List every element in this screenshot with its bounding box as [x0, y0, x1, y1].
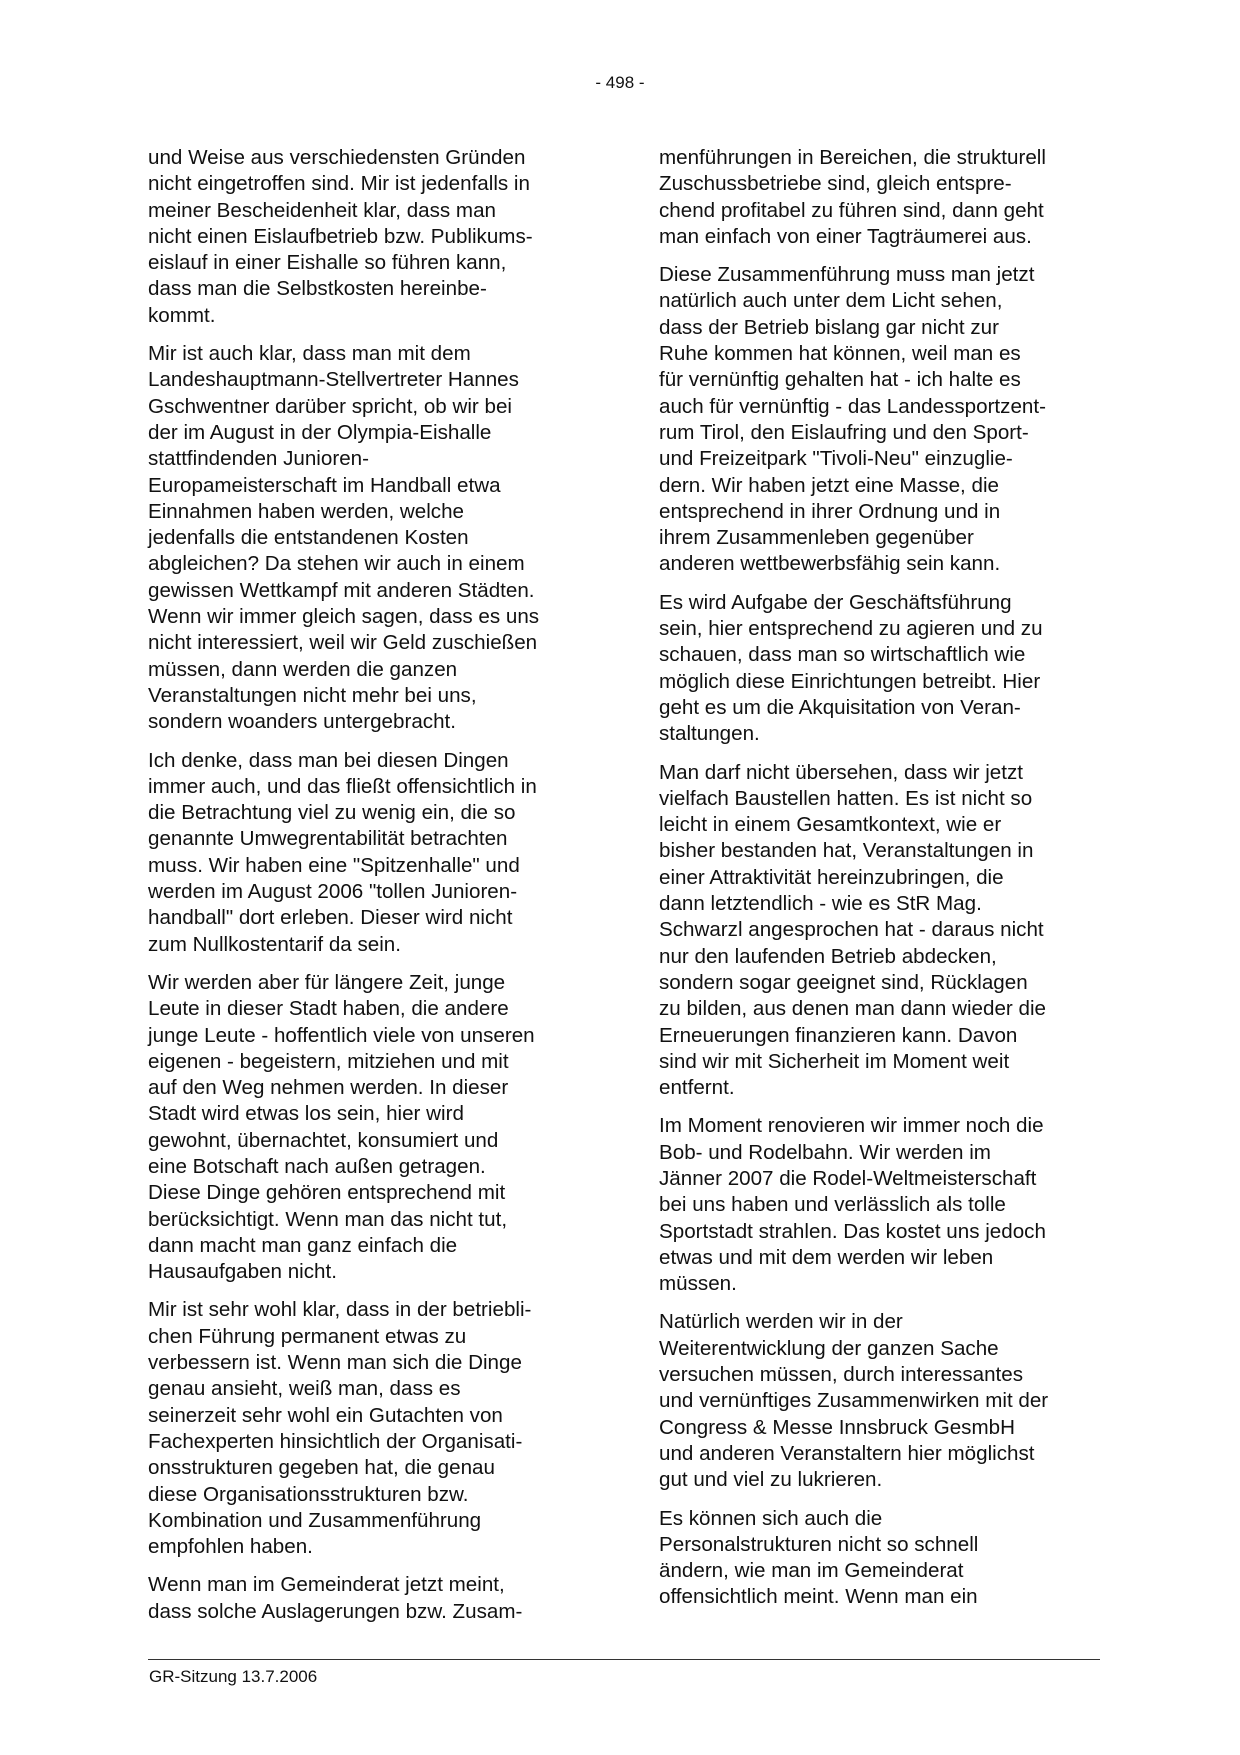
page-number: - 498 -	[595, 73, 645, 92]
footer-divider	[148, 1659, 1100, 1660]
paragraph: menführungen in Bereichen, die strukturell Zuschussbetriebe sind, gleich entspre- chend profitabel zu führen sind, dann geht man einfach von einer Tagträumerei aus.	[659, 146, 1046, 248]
paragraph: Wir werden aber für längere Zeit, junge Leute in dieser Stadt haben, die andere junge Leute - hoffentlich viele von unseren eigenen - begeistern, mitziehen und mit auf den Weg nehmen werden. In dieser Stadt wird etwas los sein, hier wird gewohnt, übernachtet, konsumiert und eine Botschaft nach außen getragen. Diese Dinge gehören entsprechend mit berücksichtigt. Wenn man das nicht tut, dann macht man ganz einfach die Hausaufgaben nicht.	[148, 970, 535, 1284]
paragraph: Man darf nicht übersehen, dass wir jetzt vielfach Baustellen hatten. Es ist nicht so leicht in einem Gesamtkontext, wie er bisher bestanden hat, Veranstaltungen in einer Attraktivität hereinzubringen, die dann letztendlich - wie es StR Mag. Schwarzl angesprochen hat - daraus nicht nur den laufenden Betrieb abdecken, sondern sogar geeignet sind, Rücklagen zu bilden, aus denen man dann wieder die Erneuerungen finanzieren kann. Davon sind wir mit Sicherheit im Moment weit entfernt.	[659, 760, 1046, 1100]
paragraph: Natürlich werden wir in der Weiterentwicklung der ganzen Sache versuchen müssen, durch interessantes und vernünftiges Zusammenwirken mit der Congress & Messe Innsbruck GesmbH und anderen Veranstaltern hier möglichst gut und viel zu lukrieren.	[659, 1310, 1049, 1492]
left-text-column	[148, 145, 596, 1637]
paragraph: Mir ist auch klar, dass man mit dem Landeshauptmann-Stellvertreter Hannes Gschwentner darüber spricht, ob wir bei der im August in der Olympia-Eishalle stattfindenden Junioren- Europameisterschaft im Handball etwa Einnahmen haben werden, welche jedenfalls die entstandenen Kosten abgleichen? Da stehen wir auch in einem gewissen Wettkampf mit anderen Städten. Wenn wir immer gleich sagen, dass es uns nicht interessiert, weil wir Geld zuschießen müssen, dann werden die ganzen Veranstaltungen nicht mehr bei uns, sondern woanders untergebracht.	[148, 342, 540, 734]
paragraph: Es wird Aufgabe der Geschäftsführung sein, hier entsprechend zu agieren und zu schauen, dass man so wirtschaftlich wie möglich diese Einrichtungen betreibt. Hier geht es um die Akquisitation von Veran- staltungen.	[659, 590, 1043, 746]
footer-session-label: GR-Sitzung 13.7.2006	[149, 1667, 318, 1686]
paragraph: Mir ist sehr wohl klar, dass in der betriebli- chen Führung permanent etwas zu verbessern ist. Wenn man sich die Dinge genau ansieht, weiß man, dass es seinerzeit sehr wohl ein Gutachten von Fachexperten hinsichtlich der Organisati- onsstrukturen gegeben hat, die genau diese Organisationsstrukturen bzw. Kombination und Zusammenführung empfohlen haben.	[148, 1298, 532, 1559]
paragraph: Es können sich auch die Personalstrukturen nicht so schnell ändern, wie man im Gemeinderat offensichtlich meint. Wenn man ein	[659, 1506, 979, 1609]
paragraph: Ich denke, dass man bei diesen Dingen immer auch, und das fließt offensichtlich in die Betrachtung viel zu wenig ein, die so genannte Umwegrentabilität betrachten muss. Wir haben eine "Spitzenhalle" und werden im August 2006 "tollen Junioren- handball" dort erleben. Dieser wird nicht zum Nullkostentarif da sein.	[148, 748, 537, 956]
right-text-column	[659, 145, 1111, 1623]
paragraph: Diese Zusammenführung muss man jetzt natürlich auch unter dem Licht sehen, dass der Betrieb bislang gar nicht zur Ruhe kommen hat können, weil man es für vernünftig gehalten hat - ich halte es auch für vernünftig - das Landessportzent- rum Tirol, den Eislaufring und den Sport- und Freizeitpark "Tivoli-Neu" einzuglie- dern. Wir haben jetzt eine Masse, die entsprechend in ihrer Ordnung und in ihrem Zusammenleben gegenüber anderen wettbewerbsfähig sein kann.	[659, 263, 1046, 576]
paragraph: Im Moment renovieren wir immer noch die Bob- und Rodelbahn. Wir werden im Jänner 2007 die Rodel-Weltmeisterschaft bei uns haben und verlässlich als tolle Sportstadt strahlen. Das kostet uns jedoch etwas und mit dem werden wir leben müssen.	[659, 1114, 1046, 1296]
paragraph: Wenn man im Gemeinderat jetzt meint, dass solche Auslagerungen bzw. Zusam-	[148, 1573, 523, 1623]
paragraph: und Weise aus verschiedensten Gründen nicht eingetroffen sind. Mir ist jedenfalls in meiner Bescheidenheit klar, dass man nicht einen Eislaufbetrieb bzw. Publikums- eislauf in einer Eishalle so führen kann, dass man die Selbstkosten hereinbe- kommt.	[148, 146, 533, 327]
